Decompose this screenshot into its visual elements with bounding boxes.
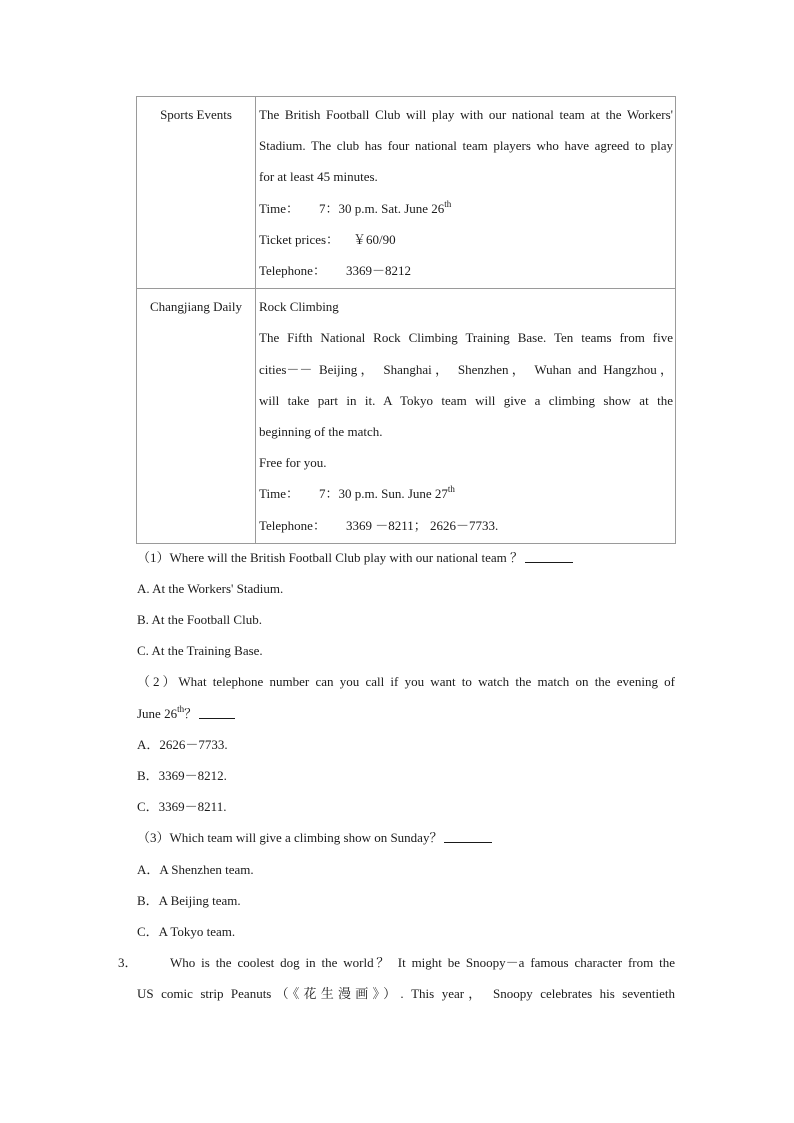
question-text: （1）Where will the British Football Club play with our national team ？ xyxy=(137,550,523,565)
phone-label: Telephone： xyxy=(259,517,326,533)
question-1-stem xyxy=(137,542,675,573)
ad-price-line xyxy=(259,224,673,255)
question-1-option-a[interactable]: A. At the Workers' Stadium. xyxy=(137,581,284,596)
phone-label: Telephone： xyxy=(259,263,326,279)
ad-time-line xyxy=(259,193,673,224)
ads-table xyxy=(136,96,676,544)
ad-row-climbing xyxy=(137,289,676,544)
question-1-option-c[interactable]: C. At the Training Base. xyxy=(137,643,263,658)
passage-line: US comic strip Peanuts（《花生漫画》）. This year， Snoopy celebrates his seventieth xyxy=(137,986,675,1001)
answer-blank[interactable] xyxy=(444,830,492,843)
passage-number: 3． xyxy=(118,955,138,970)
question-3-stem xyxy=(137,822,675,853)
time-value: 7：30 p.m. Sat. June 26 xyxy=(318,200,445,216)
answer-blank[interactable] xyxy=(525,550,573,563)
question-text: （3）Which team will give a climbing show on Sunday？ xyxy=(137,830,443,845)
ad-text-line: for at least 45 minutes. xyxy=(259,169,378,185)
ad-text-line: beginning of the match. xyxy=(259,424,383,440)
question-1-option-b[interactable]: B. At the Football Club. xyxy=(137,612,262,627)
ad-text-line: The Fifth National Rock Climbing Training Base. Ten teams from five xyxy=(259,330,673,346)
ad-time-line xyxy=(259,478,673,509)
phone-value: 3369－8212 xyxy=(345,263,411,279)
question-3-option-c[interactable]: C．A Tokyo team. xyxy=(137,924,236,939)
ad-source: Changjiang Daily xyxy=(149,299,243,315)
question-2-stem-line2 xyxy=(137,698,675,729)
ad-text-line: Stadium. The club has four national team players who have agreed to play xyxy=(259,138,673,154)
time-suffix: th xyxy=(447,484,455,495)
time-label: Time： xyxy=(259,200,299,216)
ad-phone-line xyxy=(259,255,673,286)
ad-details-cell xyxy=(256,97,676,289)
question-text: June 26 xyxy=(137,706,178,721)
question-3-option-b[interactable]: B．A Beijing team. xyxy=(137,893,241,908)
ad-free-line: Free for you. xyxy=(259,455,327,471)
question-mark: ？ xyxy=(184,706,198,721)
question-3-option-a[interactable]: A．A Shenzhen team. xyxy=(137,862,254,877)
ad-title: Rock Climbing xyxy=(259,299,339,315)
ad-text-line: The British Football Club will play with our national team at the Workers' xyxy=(259,107,673,122)
question-2-option-c[interactable]: C．3369－8211. xyxy=(137,799,227,814)
question-2-stem-line1: （2）What telephone number can you call if you want to watch the match on the evening of xyxy=(137,674,675,689)
ad-text-line: cities－－ Beijing， Shanghai， Shenzhen， Wuhan and Hangzhou， xyxy=(259,361,673,377)
ad-details-cell xyxy=(256,289,676,544)
time-suffix: th xyxy=(444,198,452,209)
ad-phone-line xyxy=(259,510,673,541)
question-2-option-b[interactable]: B．3369－8212. xyxy=(137,768,227,783)
answer-blank[interactable] xyxy=(199,706,235,719)
ad-source: Sports Events xyxy=(160,107,232,122)
ad-text-line: will take part in it. A Tokyo team will give a climbing show at the xyxy=(259,392,673,408)
phone-value: 3369 －8211； 2626－7733. xyxy=(345,517,499,533)
ad-source-cell xyxy=(137,97,256,289)
ad-source-cell xyxy=(137,289,256,544)
date-suffix: th xyxy=(177,704,185,714)
question-2-option-a[interactable]: A．2626－7733. xyxy=(137,737,228,752)
time-label: Time： xyxy=(259,486,299,502)
ad-row-sports xyxy=(137,97,676,289)
time-value: 7：30 p.m. Sun. June 27 xyxy=(318,486,448,502)
passage-line: Who is the coolest dog in the world？ It might be Snoopy－a famous character from the xyxy=(170,955,675,970)
price-value: ￥60/90 xyxy=(353,231,396,247)
price-label: Ticket prices： xyxy=(259,231,340,247)
